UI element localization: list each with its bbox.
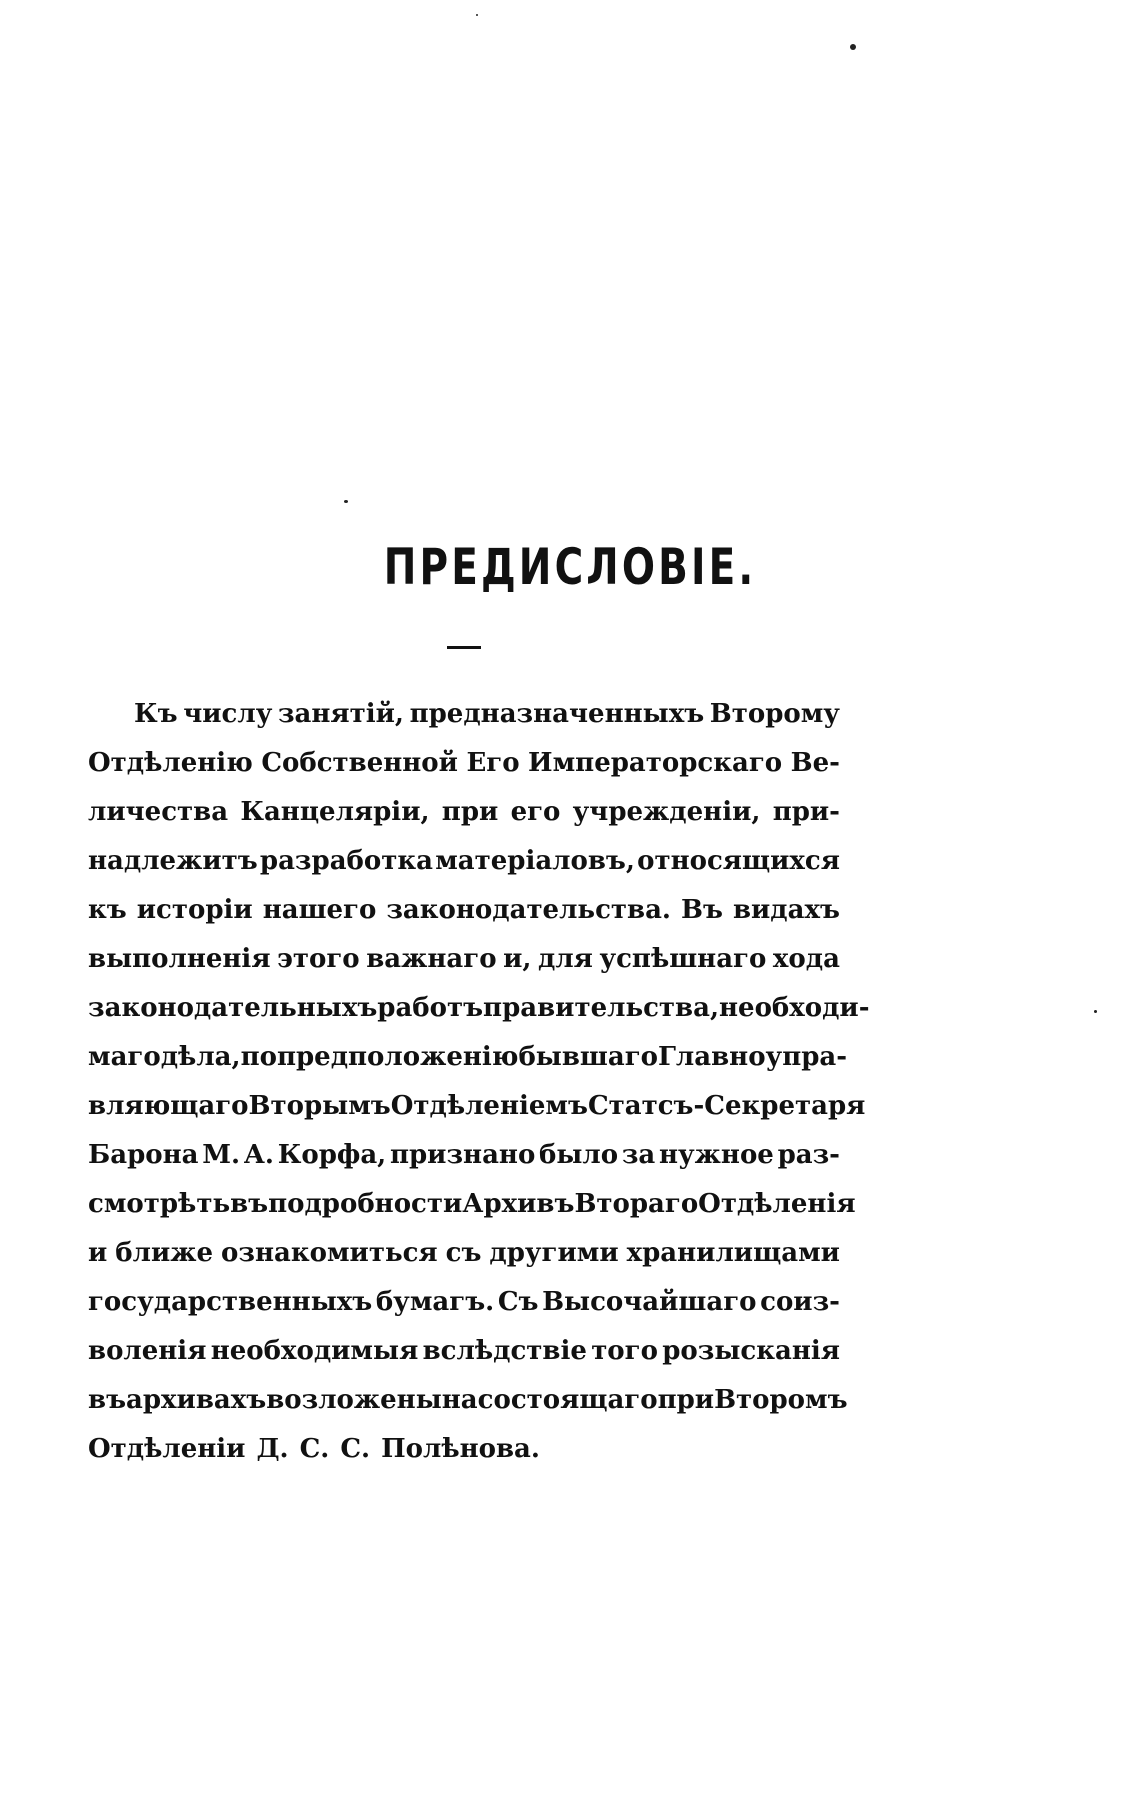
text-line: [88, 1327, 840, 1376]
word: Второму: [709, 699, 840, 729]
word: дѣла,: [160, 1042, 241, 1072]
word: Собственной: [261, 748, 458, 778]
text-line: [88, 837, 840, 886]
word: Втораго: [574, 1189, 699, 1219]
word: Отдѣленія: [698, 1189, 856, 1219]
word: необходимыя: [210, 1336, 419, 1366]
word: правительства,: [483, 993, 719, 1023]
word: разработка: [259, 846, 433, 876]
word: смотрѣть: [88, 1189, 231, 1219]
word: признано: [389, 1140, 536, 1170]
word: другими: [489, 1238, 619, 1268]
word: Второмъ: [714, 1385, 848, 1415]
word: этого: [277, 944, 360, 974]
word: подробности: [268, 1189, 463, 1219]
text-line: [88, 1425, 840, 1474]
word: матеріаловъ,: [435, 846, 635, 876]
word: законодательства.: [386, 895, 671, 925]
word: маго: [88, 1042, 161, 1072]
text-line: [88, 1180, 856, 1229]
word: Съ: [497, 1287, 539, 1317]
word: съ: [445, 1238, 482, 1268]
word: успѣшнаго: [599, 944, 767, 974]
word: и,: [503, 944, 532, 974]
word: состоящаго: [477, 1385, 658, 1415]
word: видахъ: [732, 895, 840, 925]
word: Высочайшаго: [542, 1287, 757, 1317]
word: соиз-: [760, 1287, 840, 1317]
word: бывшаго: [518, 1042, 658, 1072]
word: надлежитъ: [88, 846, 258, 876]
word: Его: [466, 748, 520, 778]
word: предназначенныхъ: [409, 699, 705, 729]
word: С.: [299, 1434, 330, 1464]
ink-speck: [850, 44, 856, 50]
word: А.: [243, 1140, 274, 1170]
word: Въ: [681, 895, 723, 925]
word: государственныхъ: [88, 1287, 373, 1317]
word: хранилищами: [626, 1238, 840, 1268]
word: Канцеляріи,: [240, 797, 430, 827]
word: хода: [772, 944, 840, 974]
word: того: [591, 1336, 658, 1366]
text-line: [88, 935, 840, 984]
word: за: [621, 1140, 656, 1170]
text-line: [88, 788, 840, 837]
word: ближе: [115, 1238, 214, 1268]
text-line: [88, 1229, 840, 1278]
word: Корфа,: [277, 1140, 387, 1170]
word: важнаго: [366, 944, 497, 974]
word: необходи-: [719, 993, 870, 1023]
word: для: [538, 944, 593, 974]
ink-speck: [476, 14, 478, 16]
word: при: [657, 1385, 715, 1415]
word: въ: [88, 1385, 127, 1415]
text-line: [88, 739, 840, 788]
word: Отдѣленію: [88, 748, 253, 778]
text-line: [88, 690, 840, 739]
word: выполненія: [88, 944, 271, 974]
word: къ: [88, 895, 127, 925]
word: бумагъ.: [375, 1287, 495, 1317]
ink-speck: [344, 500, 348, 503]
word: личества: [88, 797, 229, 827]
word: Статсъ-Секретаря: [587, 1091, 866, 1121]
word: въ: [230, 1189, 269, 1219]
text-line: [88, 1033, 848, 1082]
word: Къ: [134, 699, 178, 729]
word: Барона: [88, 1140, 199, 1170]
word: предположенію: [276, 1042, 519, 1072]
word: Ве-: [790, 748, 840, 778]
word: Главноупра-: [657, 1042, 848, 1072]
text-line: [88, 1082, 866, 1131]
word: по: [240, 1042, 277, 1072]
word: при: [441, 797, 499, 827]
title-separator-rule: [447, 646, 481, 649]
word: С.: [340, 1434, 371, 1464]
word: занятій,: [277, 699, 404, 729]
word: Вторымъ: [248, 1091, 391, 1121]
word: М.: [202, 1140, 241, 1170]
word: было: [539, 1140, 619, 1170]
word: вслѣдствіе: [422, 1336, 587, 1366]
word: исторіи: [136, 895, 253, 925]
page-title: ПРЕДИСЛОВІЕ.: [383, 538, 757, 596]
word: Архивъ: [462, 1189, 575, 1219]
word: возложены: [266, 1385, 442, 1415]
text-line: [88, 886, 840, 935]
word: воленія: [88, 1336, 207, 1366]
word: его: [510, 797, 561, 827]
word: ознакомиться: [221, 1238, 438, 1268]
word: и: [88, 1238, 108, 1268]
word: нужное: [659, 1140, 774, 1170]
text-line: [88, 984, 870, 1033]
word: числу: [183, 699, 273, 729]
word: раз-: [777, 1140, 840, 1170]
word: Д.: [256, 1434, 289, 1464]
word: учрежденіи,: [572, 797, 761, 827]
word: Полѣнова.: [381, 1434, 540, 1464]
word: на: [441, 1385, 478, 1415]
word: розысканія: [662, 1336, 840, 1366]
word: архивахъ: [126, 1385, 267, 1415]
word: Отдѣленіи: [88, 1434, 246, 1464]
word: работъ: [377, 993, 484, 1023]
word: Императорскаго: [528, 748, 783, 778]
word: законодательныхъ: [88, 993, 378, 1023]
text-line: [88, 1131, 840, 1180]
text-line: [88, 1278, 840, 1327]
word: при-: [772, 797, 840, 827]
word: относящихся: [637, 846, 840, 876]
preface-paragraph: [88, 690, 870, 1474]
word: Отдѣленіемъ: [390, 1091, 588, 1121]
word: нашего: [262, 895, 377, 925]
text-line: [88, 1376, 848, 1425]
ink-speck: [1094, 1010, 1097, 1013]
word: вляющаго: [88, 1091, 249, 1121]
